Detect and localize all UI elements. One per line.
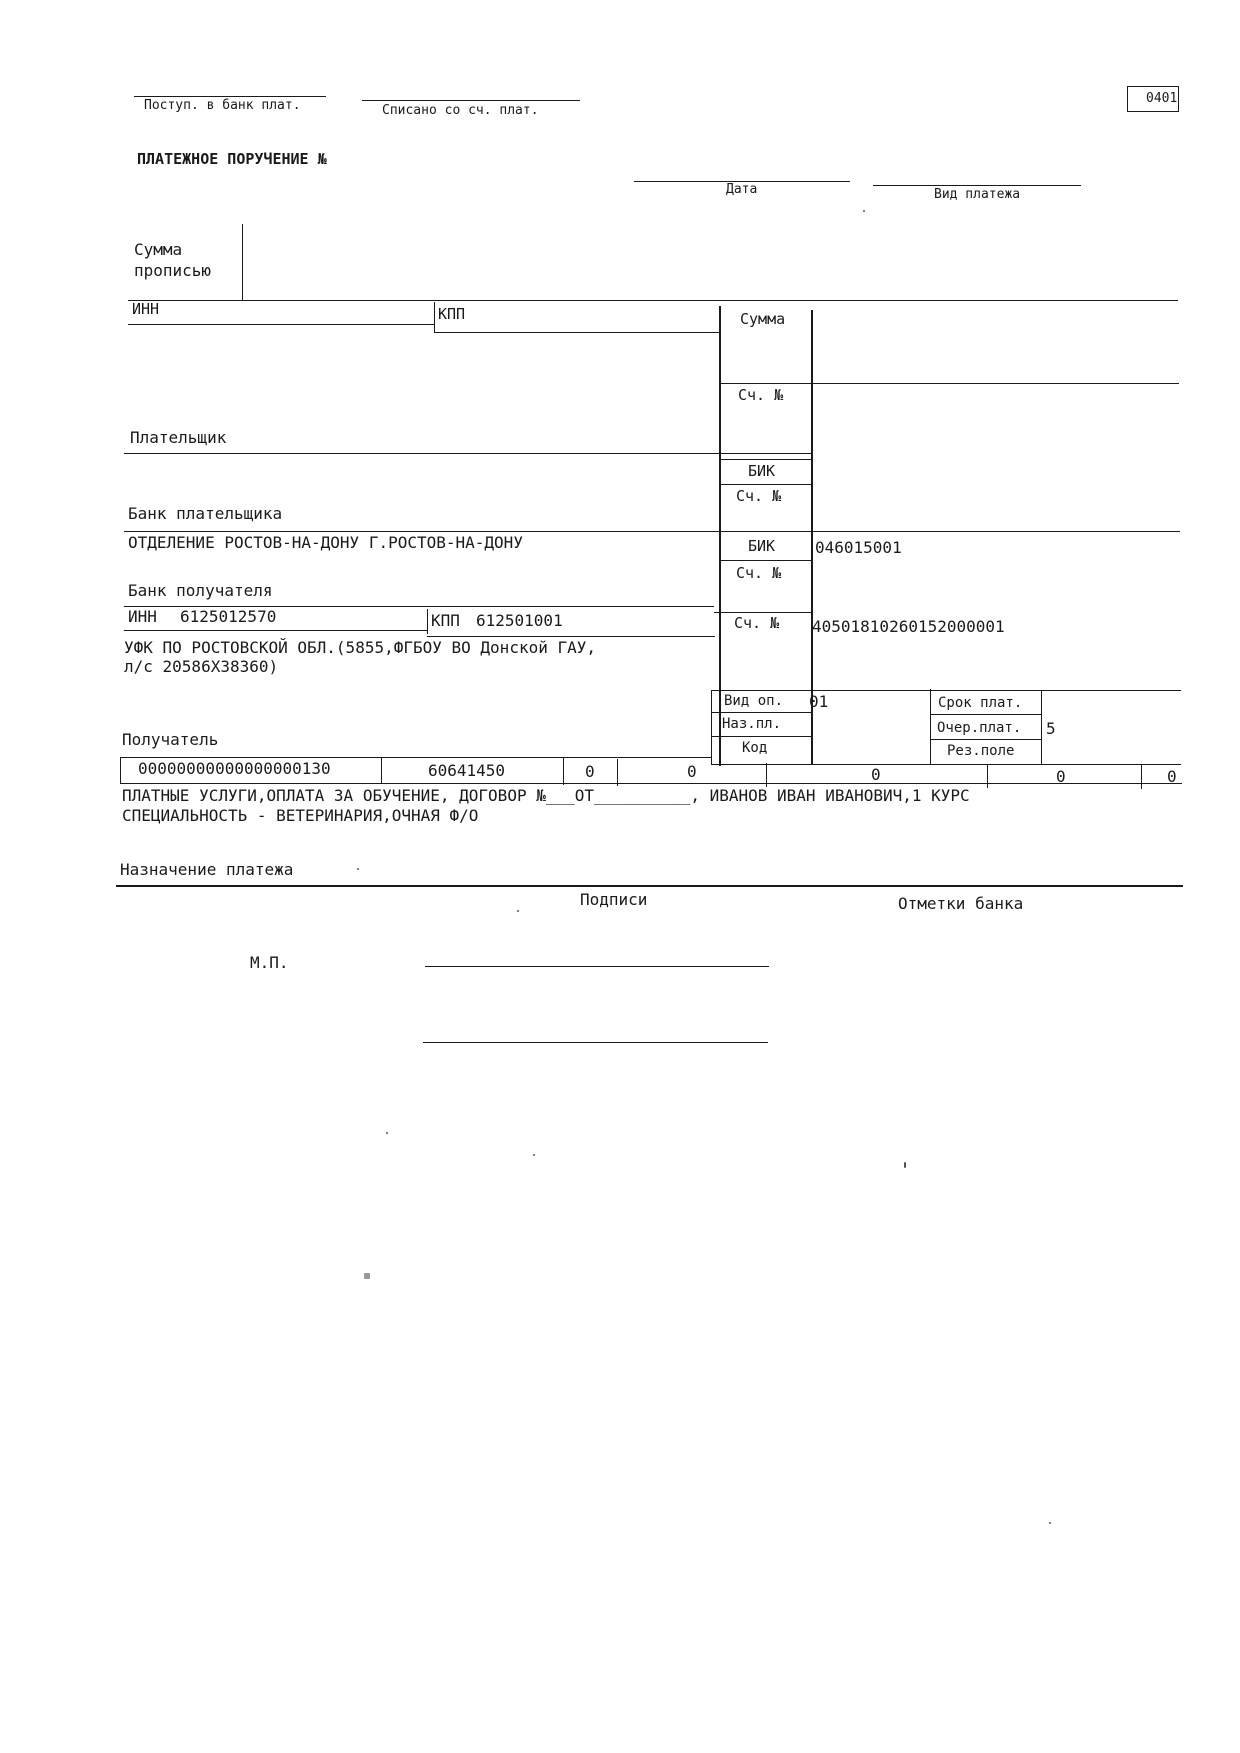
budget-field-4: 0 (1056, 767, 1066, 786)
payee-account: 40501810260152000001 (812, 617, 1005, 636)
term-label: Срок плат. (938, 695, 1023, 711)
received-label: Поступ. в банк плат. (144, 98, 301, 113)
payee-inn-label: ИНН (128, 607, 157, 626)
payee-inn-line (124, 630, 427, 631)
label-column-left-border (719, 306, 721, 766)
payer-kpp-label: КПП (438, 305, 466, 323)
payer-kpp-line (434, 332, 720, 333)
payer-bottom-line (124, 453, 812, 454)
budget-row-top-line-right (711, 764, 1181, 765)
budget-field-1: 0 (585, 762, 595, 781)
bank-marks-label: Отметки банка (898, 894, 1024, 913)
amount-words-bottom-line (128, 300, 1178, 301)
purpose-label: Назначение платежа (120, 860, 294, 879)
scan-speck (904, 1162, 906, 1168)
payee-inn-kpp-divider (427, 609, 428, 634)
payer-amount-label: Сумма (740, 310, 786, 328)
operation-top-line (711, 690, 1181, 691)
kbk: 00000000000000000130 (138, 759, 331, 778)
scan-speck (517, 910, 519, 912)
budget-divider-2 (563, 758, 564, 785)
budget-divider-5 (987, 764, 988, 788)
payer-inn-label: ИНН (132, 300, 160, 318)
oktmo: 60641450 (428, 761, 506, 780)
payer-label: Плательщик (130, 428, 227, 447)
priority-line (930, 739, 1041, 740)
op-type-line (711, 712, 811, 713)
payer-account-label: Сч. № (738, 386, 784, 404)
received-line (134, 96, 326, 97)
scan-speck (357, 868, 359, 870)
payee-kpp-line (427, 636, 715, 637)
purpose-code-line (711, 736, 811, 737)
budget-divider-6 (1141, 765, 1142, 789)
priority: 5 (1046, 719, 1056, 738)
payer-bank-bik-label: БИК (748, 462, 776, 480)
debited-line (362, 100, 580, 101)
purpose-line2: СПЕЦИАЛЬНОСТЬ - ВЕТЕРИНАРИЯ,ОЧНАЯ Ф/О (122, 806, 479, 825)
payee-bank-bik: 046015001 (815, 538, 902, 557)
payer-bank-label: Банк плательщика (128, 504, 283, 523)
operation-mid-divider (930, 689, 931, 765)
term-line (930, 714, 1041, 715)
scan-speck (533, 1154, 535, 1156)
budget-left-border (120, 757, 121, 783)
scan-speck (1049, 1522, 1051, 1524)
budget-field-2: 0 (687, 762, 697, 781)
amount-words-label-1: Сумма (134, 240, 183, 259)
document-title: ПЛАТЕЖНОЕ ПОРУЧЕНИЕ № (137, 150, 327, 168)
date-label: Дата (726, 182, 758, 197)
payee-kpp: 612501001 (476, 611, 563, 630)
operation-right-divider (1041, 691, 1042, 765)
payment-type-label: Вид платежа (934, 187, 1021, 202)
payee-bank-name: ОТДЕЛЕНИЕ РОСТОВ-НА-ДОНУ Г.РОСТОВ-НА-ДОНУ (128, 533, 523, 552)
payee-name-line1: УФК ПО РОСТОВСКОЙ ОБЛ.(5855,ФГБОУ ВО Донской ГАУ, (124, 638, 597, 657)
payer-label-col-line (719, 459, 811, 460)
budget-divider-3 (617, 759, 618, 786)
payee-bank-bik-label: БИК (748, 537, 776, 555)
payee-bank-label-col-line (714, 612, 811, 613)
signature-line-2 (423, 1042, 768, 1043)
payee-kpp-label: КПП (431, 611, 460, 630)
payee-bank-bik-line (719, 560, 811, 561)
priority-label: Очер.плат. (937, 720, 1022, 736)
payee-inn: 6125012570 (180, 607, 277, 626)
payer-amount-line (719, 383, 1179, 384)
payer-inn-line (128, 324, 434, 325)
code-label: Код (742, 740, 768, 756)
budget-row-bottom-line (120, 783, 1182, 784)
payer-inn-kpp-divider (434, 302, 435, 333)
payee-bank-label: Банк получателя (128, 581, 273, 600)
reserve-label: Рез.поле (947, 743, 1015, 759)
payee-label: Получатель (122, 730, 219, 749)
purpose-code-label: Наз.пл. (722, 716, 782, 732)
form-code: 0401 (1146, 91, 1178, 106)
operation-left-border (711, 690, 712, 765)
signatures-label: Подписи (580, 890, 648, 909)
stamp-label: М.П. (250, 953, 289, 972)
amount-words-label-2: прописью (134, 261, 212, 280)
signature-line-1 (425, 966, 769, 967)
budget-field-5: 0 (1167, 767, 1177, 786)
scan-speck (386, 1132, 388, 1134)
payer-bank-account-label: Сч. № (736, 487, 782, 505)
budget-row-top-line (120, 757, 712, 758)
payer-bank-bik-line (719, 484, 811, 485)
amount-words-divider (242, 224, 243, 300)
payee-bank-account-label: Сч. № (736, 564, 782, 582)
payer-bank-bottom-line (124, 531, 1180, 532)
debited-label: Списано со сч. плат. (382, 103, 539, 118)
purpose-line1: ПЛАТНЫЕ УСЛУГИ,ОПЛАТА ЗА ОБУЧЕНИЕ, ДОГОВОР №___ОТ__________, ИВАНОВ ИВАН ИВАНОВИЧ,1 КУРС (122, 786, 970, 805)
purpose-bottom-line (116, 885, 1183, 887)
op-type: 01 (809, 692, 829, 711)
payee-name-line2: л/с 20586X38360) (124, 657, 279, 676)
budget-divider-1 (381, 757, 382, 784)
budget-field-3: 0 (871, 765, 881, 784)
scan-speck (364, 1273, 370, 1279)
scan-speck (863, 210, 865, 212)
payee-account-label: Сч. № (734, 614, 780, 632)
op-type-label: Вид оп. (724, 693, 784, 709)
payment-type-line (873, 185, 1081, 186)
